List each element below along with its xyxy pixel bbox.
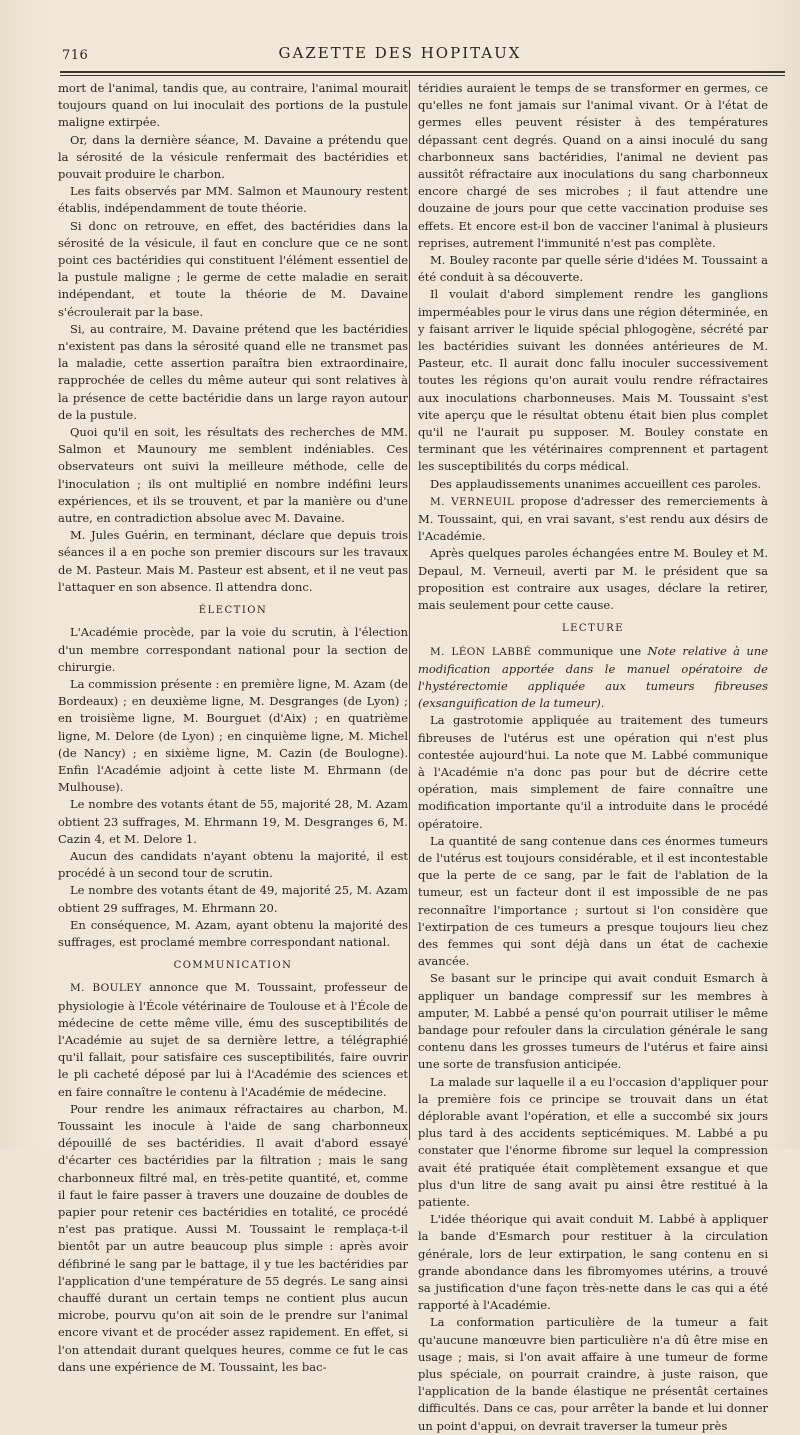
paragraph: Il voulait d'abord simplement rendre les ganglions imperméables pour le virus dans une région déterminée, en y faisant arriver le liquide spécial phlogogène, sécrété par les bactéridies suivant les données antérieures de M. Pasteur, etc. Il aurait donc fallu inoculer successivement toutes les régions qu'on aurait voulu rendre réfractaires aux inoculations charbonneuses. Mais M. Toussaint s'est vite aperçu que le résultat obtenu était bien plus complet qu'il ne l'aurait pu supposer. M. Bouley constate en terminant que les vétérinaires comprennent et partagent les susceptibilités du corps médical.	[418, 287, 768, 474]
section-heading-election: ÉLECTION	[198, 605, 268, 617]
paragraph-text: communique une	[537, 643, 642, 658]
paragraph: Quoi qu'il en soit, les résultats des recherches de MM. Salmon et Maunoury me semblent indéniables. Ces observateurs ont suivi la meilleure méthode, celle de l'inoculation ; ils ont multiplié en nombre indéfini leurs expériences, et ils se trouvent, et par la manière ou d'une autre, en contradiction absolue avec M. Davaine.	[58, 425, 408, 526]
paragraph: En conséquence, M. Azam, ayant obtenu la majorité des suffrages, est proclamé membre correspondant national.	[58, 917, 408, 949]
header-rule	[60, 71, 785, 73]
paragraph: Le nombre des votants étant de 55, majorité 28, M. Azam obtient 23 suffrages, M. Ehrmann 19, M. Desgranges 6, M. Cazin 4, et M. Delore 1.	[58, 797, 408, 846]
paragraph-text: propose d'adresser des remerciements à M. Toussaint, qui, en vrai savant, s'est rendu aux désirs de l'Académie.	[418, 493, 769, 544]
speaker-name: M. VERNEUIL	[430, 495, 515, 508]
paragraph	[418, 493, 768, 546]
column-divider	[409, 80, 410, 1140]
paragraph: Pour rendre les animaux réfractaires au charbon, M. Toussaint les inocule à l'aide de sang charbonneux dépouillé de ses bactéridies. Il avait d'abord essayé d'écarter ces bactéridies par la filtration ; mais le sang charbonneux filtré mal, en très-petite quantité, et, comme il faut le faire passer à travers une douzaine de doubles de papier pour retenir ces bactéridies en totalité, ce procédé n'est pas pratique. Aussi M. Toussaint le remplaça-t-il bientôt par un autre beaucoup plus simple : après avoir défibriné le sang par le battage, il y tue les bactéridies par l'application d'une température de 55 degrés. Le sang ainsi chauffé durant un certain temps ne contient plus aucun microbe, pourvu qu'on ait soin de le prendre sur l'animal encore vivant et de procéder assez rapidement. En effet, si l'on attendait durant quelques heures, comme ce fut le cas dans une expérience de M. Toussaint, les bac-	[58, 1101, 408, 1374]
paragraph: mort de l'animal, tandis que, au contraire, l'animal mourait toujours quand on lui inoculait des portions de la pustule maligne extirpée.	[58, 81, 408, 130]
paragraph: Se basant sur le principe qui avait conduit Esmarch à appliquer un bandage compressif sur les membres à amputer, M. Labbé a pensé qu'on pourrait utiliser le même bandage pour refouler dans la circulation générale le sang contenu dans les grosses tumeurs de l'utérus et faire ainsi une sorte de transfusion anticipée.	[418, 971, 768, 1072]
paragraph: Aucun des candidats n'ayant obtenu la majorité, il est procédé à un second tour de scrutin.	[58, 848, 408, 881]
paragraph: téridies auraient le temps de se transformer en germes, ce qu'elles ne font jamais sur l'animal vivant. Or à l'état de germes elles peuvent résister à des températures dépassant cent degrés. Quand on a ainsi inoculé du sang charbonneux sans bactéridies, l'animal ne devient pas aussitôt réfractaire aux inoculations du sang charbonneux encore chargé de ses microbes ; il faut attendre une douzaine de jours pour que cette vaccination produise ses effets. Et encore est-il bon de vacciner l'animal à plusieurs reprises, autrement l'immunité n'est pas complète.	[418, 81, 768, 250]
header-rule-thin	[60, 75, 785, 76]
paragraph: Or, dans la dernière séance, M. Davaine a prétendu que la sérosité de la vésicule renfermait des bactéridies et pouvait produire le charbon.	[58, 132, 408, 182]
paragraph	[58, 979, 408, 1100]
speaker-name: M. BOULEY	[70, 982, 142, 995]
paragraph: Des applaudissements unanimes accueillent ces paroles.	[430, 476, 762, 491]
paragraph: La quantité de sang contenue dans ces énormes tumeurs de l'utérus est toujours considérable, et il est incontestable que la perte de ce sang, par le fait de l'ablation de la tumeur, est un facteur dont il est impossible de ne pas reconnaître l'importance ; surtout si l'on considère que l'extirpation de ces tumeurs a presque toujours lieu chez des femmes qui sont déjà dans un état de cachexie avancée.	[418, 833, 768, 969]
section-heading-communication: COMMUNICATION	[173, 960, 293, 972]
paragraph: Après quelques paroles échangées entre M. Bouley et M. Depaul, M. Verneuil, averti par M. le président que sa proposition est contraire aux usages, déclare la retirer, mais seulement pour cette cause.	[418, 546, 768, 613]
paragraph: Le nombre des votants étant de 49, majorité 25, M. Azam obtient 29 suffrages, M. Ehrmann 20.	[58, 883, 408, 915]
note-title: Note relative à une modification apportée dans le manuel opératoire de l'hystérectomie appliquée aux tumeurs fibreuses (exsanguification de la tumeur).	[418, 643, 769, 711]
speaker-name: M. LÉON LABBÉ	[430, 645, 532, 658]
paragraph: Si, au contraire, M. Davaine prétend que les bactéridies n'existent pas dans la sérosité quand elle ne transmet pas la maladie, cette assertion paraîtra bien extraordinaire, rapprochée de celles du même auteur qui sont relatives à la présence de cette bactéridie dans un large rayon autour de la pustule.	[58, 321, 408, 422]
paragraph: Les faits observés par MM. Salmon et Maunoury restent établis, indépendamment de toute théorie.	[58, 184, 408, 216]
page-header	[0, 38, 800, 68]
right-column	[418, 80, 768, 1435]
left-column	[58, 80, 408, 1376]
running-title: GAZETTE DES HOPITAUX	[278, 44, 522, 62]
paragraph: La malade sur laquelle il a eu l'occasion d'appliquer pour la première fois ce principe se trouvait dans un état déplorable avant l'opération, et elle a succombé six jours plus tard à des accidents septicémiques. M. Labbé a pu constater que l'énorme fibrome sur lequel la compression avait été pratiquée était complètement exsangue et que plus d'un litre de sang avait pu ainsi être restitué à la patiente.	[418, 1074, 768, 1209]
paragraph: L'idée théorique qui avait conduit M. Labbé à appliquer la bande d'Esmarch pour restituer à la circulation générale, lors de leur extirpation, le sang contenu en si grande abondance dans les fibromyomes utérins, a trouvé sa justification d'une façon très-nette dans le cas qui a été rapporté à l'Académie.	[418, 1212, 768, 1313]
paragraph: La gastrotomie appliquée au traitement des tumeurs fibreuses de l'utérus est une opération qui n'est plus contestée aujourd'hui. La note que M. Labbé communique à l'Académie n'a donc pas pour but de décrire cette opération, mais simplement de faire connaître une modification importante qu'il a introduite dans le procédé opératoire.	[418, 713, 768, 831]
paragraph: L'Académie procède, par la voie du scrutin, à l'élection d'un membre correspondant national pour la section de chirurgie.	[58, 625, 408, 674]
page-number: 716	[62, 48, 89, 63]
paragraph: La commission présente : en première ligne, M. Azam (de Bordeaux) ; en deuxième ligne, M. Desgranges (de Lyon) ; en troisième ligne, M. Bourguet (d'Aix) ; en quatrième ligne, M. Delore (de Lyon) ; en cinquième ligne, M. Michel (de Nancy) ; en sixième ligne, M. Cazin (de Boulogne). Enfin l'Académie adjoint à cette liste M. Ehrmann (de Mulhouse).	[58, 676, 408, 795]
paragraph: M. Bouley raconte par quelle série d'idées M. Toussaint a été conduit à sa découverte.	[418, 253, 768, 285]
paragraph: La conformation particulière de la tumeur a fait qu'aucune manœuvre bien particulière n'a dû être mise en usage ; mais, si l'on avait affaire à une tumeur de forme plus spéciale, on pourrait craindre, à juste raison, que l'application de la bande élastique ne présentât certaines difficultés. Dans ce cas, pour arrêter la bande et lui donner un point d'appui, on devrait traverser la tumeur près	[418, 1315, 768, 1433]
paragraph: M. Jules Guérin, en terminant, déclare que depuis trois séances il a en poche son premier discours sur les travaux de M. Pasteur. Mais M. Pasteur est absent, et il ne veut pas l'attaquer en son absence. Il attendra donc.	[58, 528, 408, 594]
paragraph: Si donc on retrouve, en effet, des bactéridies dans la sérosité de la vésicule, il faut en conclure que ce ne sont point ces bactéridies qui constituent l'élément essentiel de la pustule maligne ; le germe de cette maladie en serait indépendant, et toute la théorie de M. Davaine s'écroulerait par la base.	[58, 218, 408, 319]
paragraph	[418, 643, 768, 713]
section-heading-lecture: LECTURE	[561, 623, 625, 635]
paragraph-text: annonce que M. Toussaint, professeur de physiologie à l'École vétérinaire de Toulouse et à l'École de médecine de cette même ville, ému des susceptibilités de l'Académie au sujet de sa dernière lettre, a télégraphié qu'il fallait, pour satisfaire ces susceptibilités, faire ouvrir le pli cacheté déposé par lui à l'Académie des sciences et en faire connaître le contenu à l'Académie de médecine.	[58, 980, 409, 1099]
